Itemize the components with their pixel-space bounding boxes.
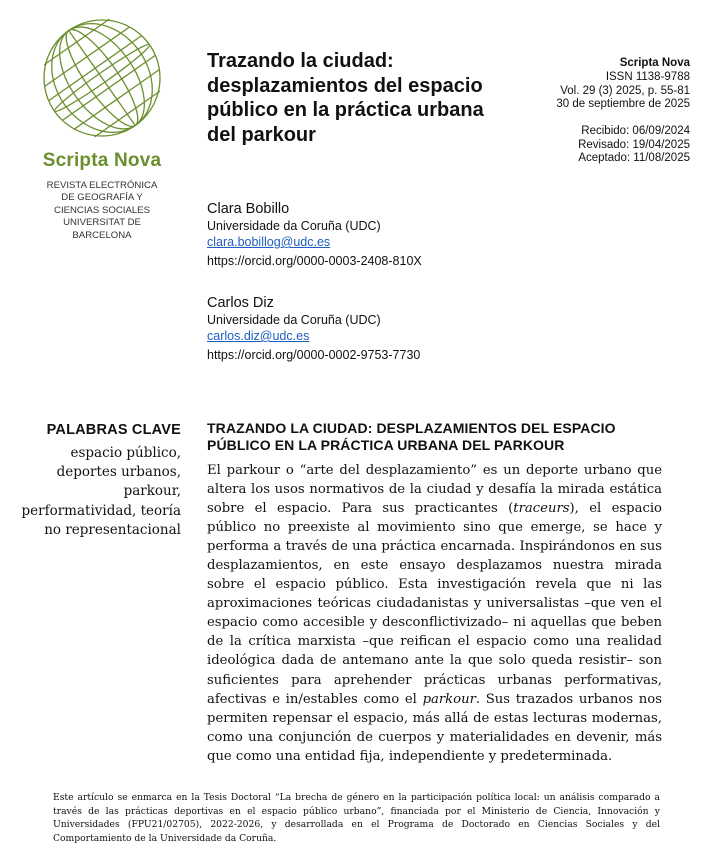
keywords-heading: PALABRAS CLAVE <box>46 422 181 438</box>
journal-logo-subtitle <box>28 180 176 242</box>
author-affiliation: Universidade da Coruña (UDC) <box>207 313 381 327</box>
author-block <box>207 294 420 363</box>
journal-volume: Vol. 29 (3) 2025, p. 55-81 <box>560 84 690 97</box>
logo-subtitle-line: CIENCIAS SOCIALES <box>54 204 150 216</box>
journal-issn: ISSN 1138-9788 <box>605 70 690 83</box>
journal-name: Scripta Nova <box>619 57 690 69</box>
keyword-line: deportes urbanos, <box>56 464 181 481</box>
footnote: Este artículo se enmarca en la Tesis Doctoral “La brecha de género en la participación política local: un análisis comparado a través de las prácticas deportivas en el espacio público urbano”, financiada por el Ministerio de Ciencia, Innovación y Universidades (FPU21/02705), 2022-2026, y desarrollada en el Programa de Doctorado en Ciencias Sociales y del Comportamiento de la Universidade da Coruña. <box>53 792 660 844</box>
keyword-line: espacio público, <box>70 445 181 461</box>
keyword-line: parkour, <box>123 483 181 500</box>
keyword-line: performatividad, teoría <box>21 502 181 519</box>
abstract-text-part: El parkour o “arte del desplazamiento” es un deporte urbano que altera los usos normativos de la ciudad y desafía la mirada estática sobre el espacio. Para sus practicantes ( <box>207 463 662 517</box>
logo-subtitle-line: UNIVERSITAT DE <box>63 217 141 229</box>
logo-subtitle-line: BARCELONA <box>72 229 132 241</box>
author-name: Clara Bobillo <box>207 201 290 217</box>
abstract-italic-term: parkour <box>422 691 476 707</box>
globe-icon <box>40 16 164 140</box>
logo-subtitle-line: DE GEOGRAFÍA Y <box>61 192 143 204</box>
revised-date: Revisado: 19/04/2025 <box>578 138 690 151</box>
author-orcid: https://orcid.org/0000-0003-2408-810X <box>207 254 422 268</box>
author-email-link[interactable]: carlos.diz@udc.es <box>207 329 310 343</box>
journal-logo-name: Scripta Nova <box>42 150 162 171</box>
abstract-title: TRAZANDO LA CIUDAD: DESPLAZAMIENTOS DEL ESPACIO PÚBLICO EN LA PRÁCTICA URBANA DEL PARKOUR <box>207 420 616 453</box>
received-date: Recibido: 06/09/2024 <box>581 125 690 137</box>
author-email-link[interactable]: clara.bobillog@udc.es <box>207 235 331 249</box>
abstract-text <box>207 461 662 766</box>
journal-info <box>556 57 690 112</box>
abstract-text-part: ), el espacio público no preexiste al movimiento sino que emerge, se hace y performa a través de una práctica encarnada. Inspirándonos en sus desplazamientos, en este ensayo desplazamos nuestra mirada sobre el espacio público. Esta investigación revela que ni las aproximaciones teóricas ciudadanistas y universalistas –que ven el espacio como accesible y desconflictivizado– ni aquellas que beben de la crítica marxista –que reifican el espacio como una realidad ideológica dada de antemano ante la que solo queda resistir– son suficientes para aprehender prácticas urbanas performativas, afectivas e in/estables como el <box>207 501 662 707</box>
author-block <box>207 200 422 269</box>
abstract-italic-term: traceurs <box>513 501 570 517</box>
abstract-text-part: . Sus trazados urbanos nos permiten repensar el espacio, más allá de estas lecturas modernas, como una conjunción de cuerpos y materialidades en devenir, más que como una entidad fija, independiente y predeterminada. <box>207 691 662 764</box>
accepted-date: Aceptado: 11/08/2025 <box>578 152 690 165</box>
author-name: Carlos Diz <box>207 295 274 311</box>
logo-subtitle-line: REVISTA ELECTRÓNICA <box>46 180 158 191</box>
author-affiliation: Universidade da Coruña (UDC) <box>207 219 381 233</box>
author-orcid: https://orcid.org/0000-0002-9753-7730 <box>207 348 421 362</box>
keywords-list <box>11 444 181 540</box>
paper-title: Trazando la ciudad: desplazamientos del espacio público en la práctica urbana del parkour <box>207 50 484 146</box>
journal-date: 30 de septiembre de 2025 <box>556 98 690 111</box>
keyword-line: no representacional <box>44 521 181 538</box>
review-dates <box>578 125 690 166</box>
